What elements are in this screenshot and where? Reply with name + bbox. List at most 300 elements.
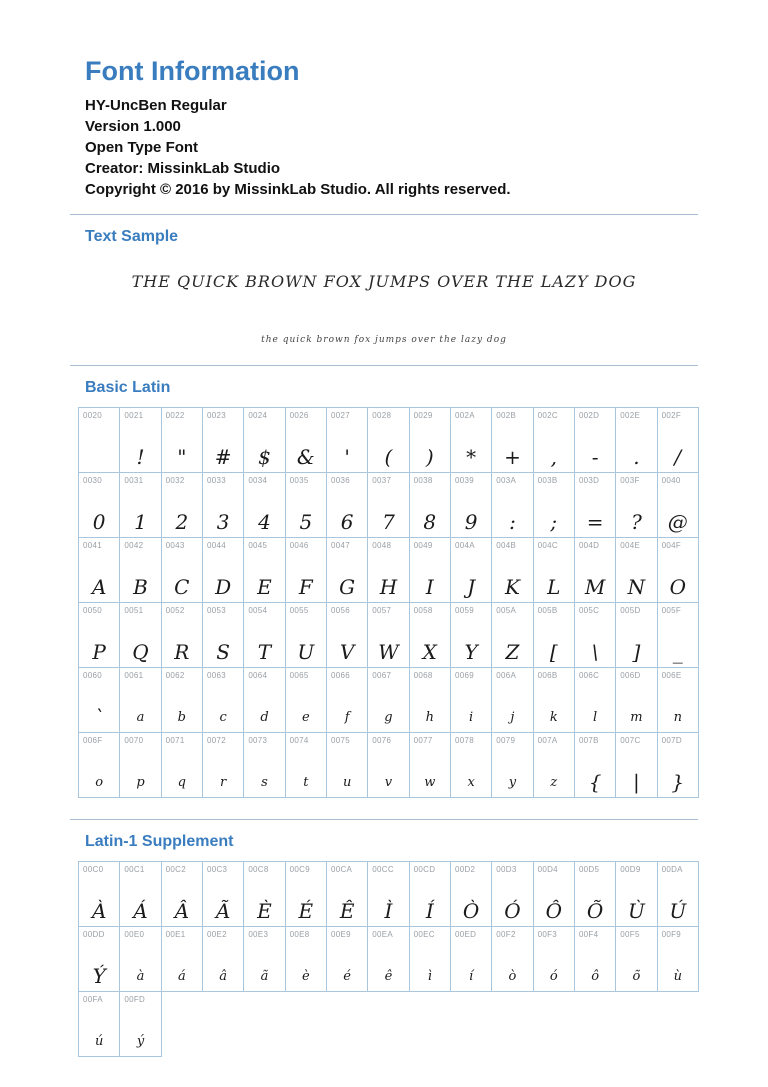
glyph-cell	[657, 603, 698, 668]
codepoint-label: 0038	[413, 476, 433, 485]
glyph-cell	[368, 927, 409, 992]
glyph-sample: T	[257, 640, 272, 664]
codepoint-label: 00ED	[454, 930, 477, 939]
glyph-sample: $	[258, 445, 271, 469]
codepoint-label: 00EC	[413, 930, 435, 939]
codepoint-label: 0031	[124, 476, 144, 485]
codepoint-label: 00FA	[83, 995, 103, 1004]
glyph-sample: u	[342, 775, 352, 790]
codepoint-label: 0069	[454, 671, 474, 680]
glyph-cell	[533, 733, 574, 798]
glyph-sample: Ó	[504, 899, 521, 923]
codepoint-label: 00C3	[206, 865, 228, 874]
glyph-cell	[574, 733, 615, 798]
glyph-cell	[368, 473, 409, 538]
blank-cell	[161, 992, 202, 1057]
glyph-sample: C	[174, 575, 190, 599]
glyph-cell	[616, 473, 657, 538]
codepoint-label: 002F	[661, 411, 682, 420]
glyph-cell	[326, 927, 367, 992]
glyph-cell	[120, 733, 161, 798]
glyph-sample: 3	[216, 510, 230, 534]
sample-text-large: THE QUICK BROWN FOX JUMPS OVER THE LAZY DOG	[131, 272, 637, 291]
glyph-sample: P	[92, 640, 106, 664]
font-name: HY-UncBen Regular	[85, 97, 227, 114]
glyph-cell	[120, 408, 161, 473]
codepoint-label: 0067	[372, 671, 392, 680]
codepoint-label: 00D5	[578, 865, 600, 874]
glyph-sample: j	[510, 710, 515, 725]
codepoint-label: 0063	[206, 671, 226, 680]
glyph-cell	[202, 862, 243, 927]
glyph-row	[79, 408, 699, 473]
glyph-cell	[450, 603, 491, 668]
glyph-sample: o	[95, 775, 104, 790]
codepoint-label: 0074	[289, 736, 309, 745]
codepoint-label: 0029	[413, 411, 433, 420]
glyph-sample: ó	[549, 969, 558, 984]
codepoint-label: 0061	[124, 671, 144, 680]
glyph-sample: Ô	[545, 899, 562, 923]
codepoint-label: 005F	[661, 606, 682, 615]
glyph-sample: Ú	[669, 899, 687, 923]
glyph-sample: â	[219, 969, 228, 984]
codepoint-label: 0026	[289, 411, 309, 420]
glyph-sample: g	[384, 710, 393, 725]
glyph-cell	[120, 538, 161, 603]
codepoint-label: 002A	[454, 411, 475, 420]
glyph-cell	[368, 862, 409, 927]
glyph-sample: Ù	[628, 899, 645, 923]
codepoint-label: 002C	[537, 411, 558, 420]
codepoint-label: 002B	[496, 411, 517, 420]
glyph-cell	[616, 538, 657, 603]
glyph-cell	[657, 473, 698, 538]
font-meta	[85, 95, 698, 200]
glyph-cell	[492, 668, 533, 733]
codepoint-label: 00D3	[496, 865, 517, 874]
glyph-sample: i	[469, 710, 474, 725]
glyph-cell	[450, 473, 491, 538]
codepoint-label: 0053	[206, 606, 226, 615]
glyph-cell	[244, 733, 285, 798]
codepoint-label: 0040	[661, 476, 681, 485]
glyph-sample: c	[219, 710, 227, 725]
glyph-sample: 5	[299, 510, 313, 534]
codepoint-label: 006C	[578, 671, 600, 680]
codepoint-label: 0024	[248, 411, 268, 420]
glyph-cell	[161, 668, 202, 733]
codepoint-label: 00E9	[330, 930, 351, 939]
glyph-cell	[79, 927, 120, 992]
glyph-cell	[120, 603, 161, 668]
codepoint-label: 0028	[372, 411, 392, 420]
glyph-cell	[492, 473, 533, 538]
glyph-sample: :	[509, 510, 516, 534]
glyph-sample: B	[133, 575, 148, 599]
glyph-sample: M	[584, 575, 606, 599]
glyph-sample: W	[378, 640, 399, 664]
codepoint-label: 0070	[124, 736, 144, 745]
codepoint-label: 0071	[165, 736, 185, 745]
glyph-sample: ,	[550, 445, 557, 469]
text-sample-heading: Text Sample	[85, 228, 179, 245]
codepoint-label: 0030	[83, 476, 102, 485]
glyph-cell	[450, 668, 491, 733]
glyph-cell	[326, 733, 367, 798]
glyph-row	[79, 862, 699, 927]
glyph-cell	[409, 668, 450, 733]
codepoint-label: 0055	[289, 606, 309, 615]
codepoint-label: 0021	[124, 411, 144, 420]
glyph-cell	[326, 538, 367, 603]
codepoint-label: 0079	[496, 736, 516, 745]
glyph-sample: *	[466, 445, 477, 469]
glyph-sample: Y	[464, 640, 478, 664]
codepoint-label: 00C1	[124, 865, 145, 874]
glyph-cell	[285, 603, 326, 668]
glyph-cell	[79, 408, 120, 473]
glyph-sample: Z	[505, 640, 520, 664]
glyph-sample: ý	[136, 1034, 145, 1049]
glyph-cell	[244, 473, 285, 538]
glyph-cell	[533, 538, 574, 603]
codepoint-label: 005B	[537, 606, 558, 615]
glyph-sample: 9	[464, 510, 478, 534]
glyph-sample: S	[216, 640, 230, 664]
codepoint-label: 0057	[372, 606, 392, 615]
glyph-sample: n	[673, 710, 682, 725]
glyph-cell	[79, 538, 120, 603]
blank-cell	[326, 992, 367, 1057]
blank-cell	[368, 992, 409, 1057]
codepoint-label: 007A	[537, 736, 558, 745]
codepoint-label: 00FD	[124, 995, 146, 1004]
glyph-cell	[574, 473, 615, 538]
glyph-cell	[120, 473, 161, 538]
codepoint-label: 004C	[537, 541, 558, 550]
blank-cell	[533, 992, 574, 1057]
glyph-cell	[409, 862, 450, 927]
glyph-cell	[616, 733, 657, 798]
glyph-section	[70, 365, 698, 798]
blank-cell	[492, 992, 533, 1057]
codepoint-label: 00F9	[661, 930, 682, 939]
glyph-sample: ô	[591, 969, 600, 984]
codepoint-label: 0060	[83, 671, 102, 680]
glyph-cell	[202, 668, 243, 733]
section-heading: Latin-1 Supplement	[85, 833, 234, 850]
glyph-sample: ã	[260, 969, 269, 984]
section-divider	[70, 365, 698, 366]
glyph-row	[79, 473, 699, 538]
codepoint-label: 0047	[330, 541, 350, 550]
codepoint-label: 00CD	[413, 865, 436, 874]
glyph-sample: 2	[175, 510, 189, 534]
codepoint-label: 00F2	[496, 930, 516, 939]
glyph-cell	[574, 408, 615, 473]
glyph-sample: Í	[425, 899, 434, 923]
glyph-cell	[161, 862, 202, 927]
codepoint-label: 004E	[620, 541, 641, 550]
codepoint-label: 00C8	[248, 865, 269, 874]
glyph-sample: p	[136, 775, 145, 790]
glyph-cell	[616, 927, 657, 992]
glyph-sample: ê	[384, 969, 393, 984]
glyph-sample: Õ	[586, 899, 604, 923]
codepoint-label: 0058	[413, 606, 433, 615]
codepoint-label: 0076	[372, 736, 392, 745]
glyph-cell	[161, 538, 202, 603]
font-version: Version 1.000	[85, 118, 181, 135]
codepoint-label: 0045	[248, 541, 268, 550]
codepoint-label: 007B	[578, 736, 599, 745]
codepoint-label: 0036	[330, 476, 350, 485]
glyph-sample: q	[177, 775, 186, 790]
glyph-sample: )	[425, 445, 434, 469]
codepoint-label: 00E8	[289, 930, 310, 939]
glyph-table	[78, 407, 699, 798]
glyph-row	[79, 668, 699, 733]
codepoint-label: 00DA	[661, 865, 683, 874]
glyph-cell	[657, 733, 698, 798]
glyph-cell	[202, 733, 243, 798]
glyph-cell	[492, 603, 533, 668]
glyph-sample: s	[261, 775, 268, 790]
glyph-sample: A	[91, 575, 107, 599]
glyph-cell	[492, 733, 533, 798]
glyph-sample: d	[260, 710, 269, 725]
codepoint-label: 006B	[537, 671, 558, 680]
glyph-sample: .	[633, 445, 640, 469]
glyph-cell	[326, 603, 367, 668]
codepoint-label: 0052	[165, 606, 185, 615]
glyph-sample: G	[339, 575, 356, 599]
glyph-sample: k	[549, 710, 558, 725]
codepoint-label: 0034	[248, 476, 268, 485]
codepoint-label: 00DD	[83, 930, 105, 939]
codepoint-label: 00C0	[83, 865, 104, 874]
glyph-cell	[450, 538, 491, 603]
glyph-sample: 1	[134, 510, 147, 534]
glyph-cell	[368, 538, 409, 603]
glyph-cell	[161, 733, 202, 798]
glyph-cell	[657, 408, 698, 473]
glyph-cell	[202, 473, 243, 538]
codepoint-label: 007D	[661, 736, 682, 745]
glyph-cell	[244, 862, 285, 927]
glyph-cell	[120, 992, 161, 1057]
glyph-sample: Ã	[215, 899, 231, 923]
codepoint-label: 004A	[454, 541, 475, 550]
glyph-cell	[285, 538, 326, 603]
glyph-sample: ù	[673, 969, 682, 984]
codepoint-label: 005C	[578, 606, 600, 615]
glyph-sample: #	[214, 445, 232, 469]
sample-text-small: the quick brown fox jumps over the lazy dog	[261, 335, 507, 345]
glyph-cell	[79, 603, 120, 668]
codepoint-label: 0072	[206, 736, 226, 745]
glyph-sample: J	[467, 575, 476, 599]
glyph-cell	[450, 733, 491, 798]
glyph-cell	[657, 862, 698, 927]
codepoint-label: 0039	[454, 476, 474, 485]
glyph-sample: w	[424, 775, 436, 790]
codepoint-label: 0043	[165, 541, 185, 550]
codepoint-label: 00E1	[165, 930, 186, 939]
glyph-sample: õ	[632, 969, 641, 984]
codepoint-label: 0033	[206, 476, 226, 485]
codepoint-label: 003F	[620, 476, 640, 485]
codepoint-label: 0064	[248, 671, 268, 680]
codepoint-label: 006A	[496, 671, 517, 680]
codepoint-label: 004B	[496, 541, 517, 550]
codepoint-label: 0023	[206, 411, 226, 420]
glyph-sample: á	[177, 969, 186, 984]
glyph-cell	[616, 408, 657, 473]
codepoint-label: 0049	[413, 541, 433, 550]
glyph-sample: -	[591, 445, 599, 469]
glyph-sample: Ê	[339, 899, 355, 923]
glyph-cell	[368, 668, 409, 733]
glyph-cell	[161, 408, 202, 473]
glyph-cell	[161, 927, 202, 992]
glyph-sample: r	[220, 775, 227, 790]
glyph-cell	[326, 473, 367, 538]
codepoint-label: 006E	[661, 671, 682, 680]
glyph-cell	[79, 992, 120, 1057]
glyph-sample: &	[296, 445, 315, 469]
section-heading: Basic Latin	[85, 379, 171, 396]
codepoint-label: 0032	[165, 476, 185, 485]
glyph-cell	[450, 927, 491, 992]
codepoint-label: 003B	[537, 476, 558, 485]
codepoint-label: 0020	[83, 411, 102, 420]
glyph-row	[79, 992, 699, 1057]
codepoint-label: 0046	[289, 541, 309, 550]
glyph-sample: 4	[258, 510, 271, 534]
glyph-sample: É	[298, 899, 314, 923]
glyph-cell	[492, 927, 533, 992]
codepoint-label: 00F3	[537, 930, 558, 939]
glyph-row	[79, 927, 699, 992]
glyph-sample: !	[136, 445, 145, 469]
glyph-cell	[533, 927, 574, 992]
glyph-sample: @	[667, 510, 688, 534]
glyph-sample: F	[298, 575, 313, 599]
page-title: Font Information	[85, 56, 300, 86]
glyph-sample: a	[136, 710, 145, 725]
glyph-cell	[285, 408, 326, 473]
glyph-sample: 8	[423, 510, 437, 534]
codepoint-label: 0066	[330, 671, 350, 680]
codepoint-label: 006F	[83, 736, 103, 745]
codepoint-label: 0051	[124, 606, 144, 615]
glyph-cell	[326, 862, 367, 927]
glyph-cell	[409, 473, 450, 538]
header	[70, 56, 698, 200]
glyph-cell	[533, 603, 574, 668]
glyph-cell	[326, 668, 367, 733]
glyph-sample: (	[384, 445, 393, 469]
glyph-sample: O	[669, 575, 686, 599]
glyph-sample: X	[422, 640, 437, 664]
glyph-sample: +	[504, 445, 521, 469]
glyph-cell	[533, 408, 574, 473]
section-divider	[70, 214, 698, 215]
blank-cell	[450, 992, 491, 1057]
glyph-sample: N	[627, 575, 646, 599]
codepoint-label: 00CC	[372, 865, 394, 874]
glyph-cell	[285, 473, 326, 538]
glyph-cell	[533, 473, 574, 538]
glyph-cell	[492, 862, 533, 927]
glyph-cell	[409, 927, 450, 992]
font-creator: Creator: MissinkLab Studio	[85, 160, 281, 177]
glyph-sample: Ý	[92, 964, 106, 988]
codepoint-label: 00CA	[330, 865, 353, 874]
glyph-sample: [	[549, 640, 558, 664]
glyph-sample: |	[633, 770, 640, 794]
glyph-sample: Ì	[384, 899, 393, 923]
font-info-page	[70, 0, 698, 1057]
glyph-cell	[409, 538, 450, 603]
glyph-cell	[657, 538, 698, 603]
glyph-sample: í	[469, 969, 474, 984]
glyph-sample: m	[630, 710, 643, 725]
glyph-sample: ?	[631, 510, 642, 534]
glyph-sample: h	[425, 710, 434, 725]
codepoint-label: 00E2	[206, 930, 227, 939]
codepoint-label: 0062	[165, 671, 185, 680]
glyph-cell	[492, 408, 533, 473]
glyph-sample: e	[301, 710, 310, 725]
codepoint-label: 00F4	[578, 930, 599, 939]
glyph-sample: 7	[382, 510, 395, 534]
codepoint-label: 0059	[454, 606, 474, 615]
glyph-cell	[244, 603, 285, 668]
codepoint-label: 003A	[496, 476, 517, 485]
codepoint-label: 0044	[206, 541, 226, 550]
blank-cell	[202, 992, 243, 1057]
codepoint-label: 00F5	[620, 930, 640, 939]
glyph-cell	[368, 733, 409, 798]
glyph-row	[79, 603, 699, 668]
glyph-cell	[326, 408, 367, 473]
blank-cell	[244, 992, 285, 1057]
codepoint-label: 005D	[620, 606, 641, 615]
blank-cell	[574, 992, 615, 1057]
glyph-cell	[533, 668, 574, 733]
codepoint-label: 0065	[289, 671, 309, 680]
glyph-sample: v	[384, 775, 393, 790]
glyph-cell	[409, 603, 450, 668]
glyph-sample: R	[174, 640, 190, 664]
codepoint-label: 0073	[248, 736, 268, 745]
glyph-sample: ì	[427, 969, 432, 984]
codepoint-label: 0041	[83, 541, 102, 550]
codepoint-label: 00E0	[124, 930, 145, 939]
glyph-cell	[79, 862, 120, 927]
codepoint-label: 00E3	[248, 930, 269, 939]
codepoint-label: 0027	[330, 411, 350, 420]
glyph-sample: ò	[508, 969, 517, 984]
glyph-cell	[244, 538, 285, 603]
glyph-table	[78, 861, 699, 1057]
glyph-cell	[616, 668, 657, 733]
glyph-sample: `	[94, 705, 105, 729]
character-sections	[70, 365, 698, 1057]
